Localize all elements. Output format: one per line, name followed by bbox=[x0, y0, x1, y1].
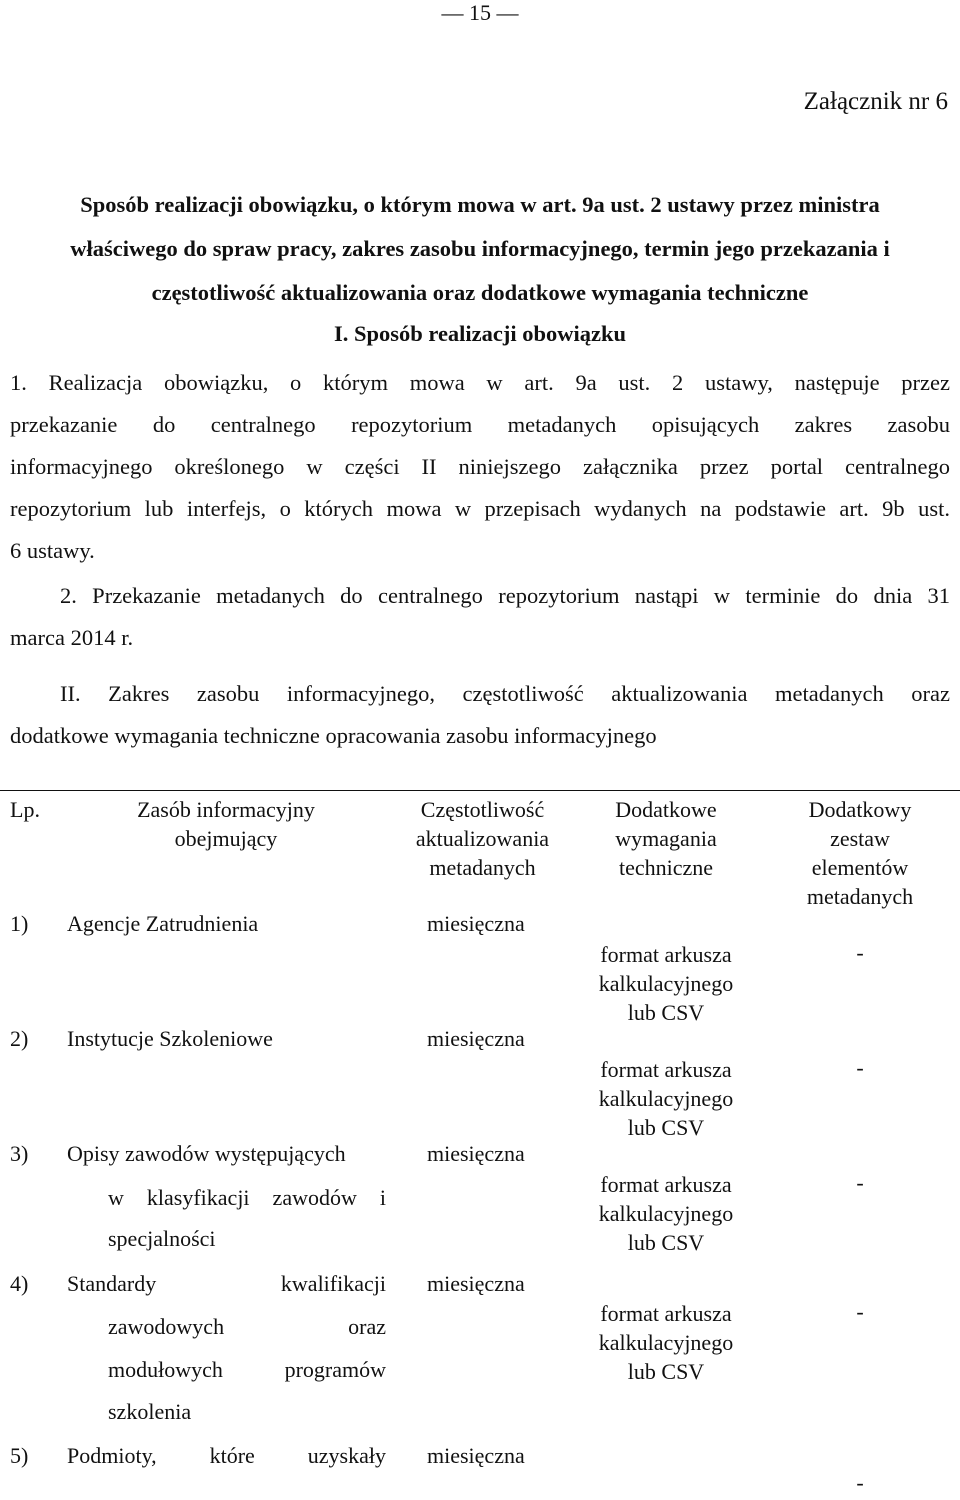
row-resource-name: Standardy kwalifikacji bbox=[67, 1271, 386, 1296]
title-line: częstotliwość aktualizowania oraz dodatkowe wymagania techniczne bbox=[151, 280, 809, 305]
requirements-line: format arkusza bbox=[600, 942, 732, 967]
row-requirements bbox=[586, 1170, 746, 1257]
requirements-line: lub CSV bbox=[627, 1000, 705, 1025]
requirements-line: lub CSV bbox=[627, 1230, 705, 1255]
paragraph-line: 2. Przekazanie metadanych do centralnego repozytorium nastąpi w terminie do dnia 31 bbox=[60, 583, 950, 608]
paragraph-line: 6 ustawy. bbox=[10, 538, 95, 563]
row-number: 3) bbox=[10, 1141, 29, 1166]
section-2-heading bbox=[10, 673, 950, 757]
requirements-line: format arkusza bbox=[600, 1057, 732, 1082]
requirements-line: kalkulacyjnego bbox=[598, 1330, 734, 1355]
header-requirements bbox=[586, 795, 746, 882]
header-line: Częstotliwość bbox=[420, 797, 545, 822]
header-line: zestaw bbox=[830, 826, 890, 851]
row-number: 4) bbox=[10, 1271, 29, 1296]
annex-label: Załącznik nr 6 bbox=[803, 88, 948, 115]
header-line: Dodatkowe bbox=[615, 797, 717, 822]
header-line: techniczne bbox=[618, 855, 714, 880]
header-line: metadanych bbox=[429, 855, 536, 880]
title-line: właściwego do spraw pracy, zakres zasobu informacyjnego, termin jego przekazania i bbox=[70, 236, 890, 261]
document-title bbox=[10, 183, 950, 315]
row-frequency: miesięczna bbox=[427, 1443, 525, 1468]
paragraph-line: przekazanie do centralnego repozytorium metadanych opisujących zakres zasobu bbox=[10, 412, 950, 437]
row-resource-name-cont: w klasyfikacji zawodów i bbox=[108, 1185, 386, 1210]
header-line: Zasób informacyjny bbox=[137, 797, 315, 822]
section-2-line: dodatkowe wymagania techniczne opracowania zasobu informacyjnego bbox=[10, 723, 657, 748]
row-resource-name-cont: zawodowych oraz bbox=[108, 1314, 386, 1339]
header-line: elementów bbox=[811, 855, 909, 880]
row-resource-name: Agencje Zatrudnienia bbox=[67, 911, 259, 936]
row-requirements bbox=[586, 940, 746, 1027]
header-frequency bbox=[400, 795, 565, 882]
row-resource-name-cont: modułowych programów bbox=[108, 1357, 386, 1382]
requirements-line: kalkulacyjnego bbox=[598, 971, 734, 996]
row-extra: - bbox=[856, 1170, 864, 1195]
table-top-rule bbox=[0, 790, 960, 791]
header-line: Dodatkowy bbox=[808, 797, 912, 822]
paragraph-line: marca 2014 r. bbox=[10, 625, 134, 650]
paragraph-line: 1. Realizacja obowiązku, o którym mowa w art. 9a ust. 2 ustawy, następuje przez bbox=[10, 370, 950, 395]
paragraph-line: repozytorium lub interfejs, o których mowa w przepisach wydanych na podstawie art. 9b ust. bbox=[10, 496, 950, 521]
requirements-line: lub CSV bbox=[627, 1359, 705, 1384]
row-frequency: miesięczna bbox=[427, 911, 525, 936]
paragraph-1 bbox=[10, 362, 950, 572]
paragraph-2 bbox=[10, 575, 950, 659]
section-2-line: II. Zakres zasobu informacyjnego, częstotliwość aktualizowania metadanych oraz bbox=[60, 681, 950, 706]
header-line: aktualizowania bbox=[415, 826, 550, 851]
row-number: 1) bbox=[10, 911, 29, 936]
row-resource-name: Podmioty, które uzyskały bbox=[67, 1443, 386, 1468]
title-line: Sposób realizacji obowiązku, o którym mowa w art. 9a ust. 2 ustawy przez ministra bbox=[80, 192, 880, 217]
header-line: obejmujący bbox=[174, 826, 278, 851]
row-frequency: miesięczna bbox=[427, 1271, 525, 1296]
row-number: 5) bbox=[10, 1443, 29, 1468]
row-frequency: miesięczna bbox=[427, 1026, 525, 1051]
section-1-heading: I. Sposób realizacji obowiązku bbox=[333, 321, 627, 346]
row-extra: - bbox=[856, 940, 864, 965]
requirements-line: format arkusza bbox=[600, 1172, 732, 1197]
row-resource-name: Opisy zawodów występujących bbox=[67, 1141, 346, 1166]
requirements-line: kalkulacyjnego bbox=[598, 1086, 734, 1111]
page-number: — 15 — bbox=[441, 0, 519, 25]
paragraph-line: informacyjnego określonego w części II niniejszego załącznika przez portal centralnego bbox=[10, 454, 950, 479]
header-lp: Lp. bbox=[10, 797, 40, 822]
row-extra: - bbox=[856, 1055, 864, 1080]
header-line: metadanych bbox=[806, 884, 914, 909]
row-resource-name: Instytucje Szkoleniowe bbox=[67, 1026, 273, 1051]
row-requirements bbox=[586, 1299, 746, 1386]
requirements-line: kalkulacyjnego bbox=[598, 1201, 734, 1226]
header-line: wymagania bbox=[615, 826, 717, 851]
row-resource-name-cont: szkolenia bbox=[108, 1399, 192, 1424]
row-requirements bbox=[586, 1055, 746, 1142]
row-extra: - bbox=[856, 1299, 864, 1324]
row-number: 2) bbox=[10, 1026, 29, 1051]
row-extra: - bbox=[856, 1470, 864, 1495]
requirements-line: lub CSV bbox=[627, 1115, 705, 1140]
row-frequency: miesięczna bbox=[427, 1141, 525, 1166]
row-resource-name-cont: specjalności bbox=[108, 1226, 216, 1251]
header-resource bbox=[96, 795, 356, 853]
requirements-line: format arkusza bbox=[600, 1301, 732, 1326]
header-extra bbox=[770, 795, 950, 911]
